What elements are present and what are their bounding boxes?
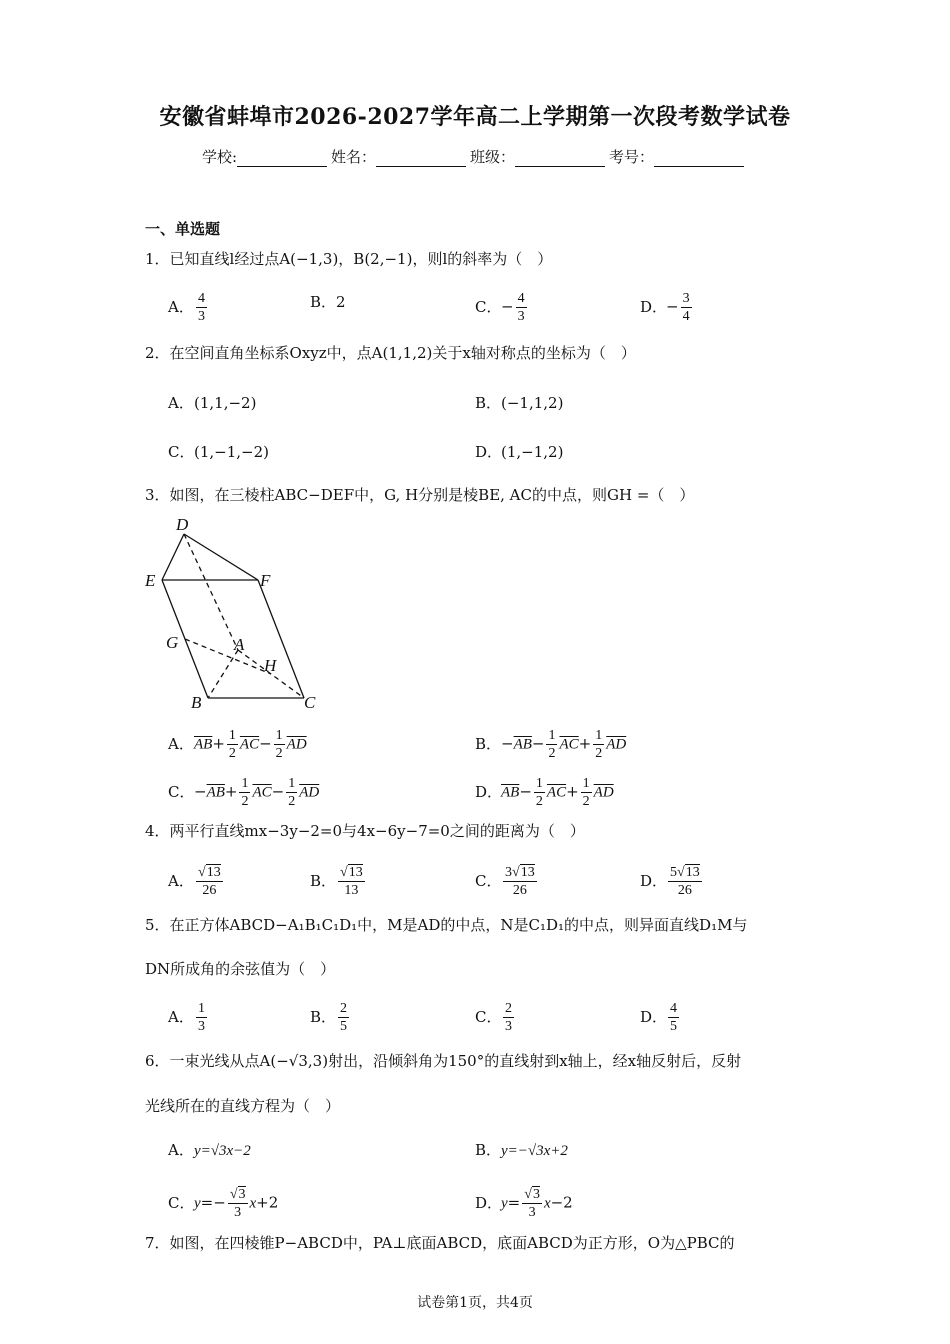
q3-option-c[interactable]: C．$-\overline{AB}+$ $\frac{1}{2}$ $\overline{AC}-$ $\frac{1}{2}$ $\overline{AD}$ <box>168 776 320 809</box>
option-label: A． <box>168 394 194 412</box>
q6-option-d[interactable]: D．y= $\frac{√3}{3}$ x−2 <box>475 1187 573 1220</box>
question-number: 2． <box>145 344 170 362</box>
option-value: (−1,1,2) <box>501 394 564 412</box>
question-text: 已知直线l经过点A(−1,3)，B(2,−1)，则l的斜率为（ ） <box>169 250 553 268</box>
option-value: 2 <box>336 293 346 311</box>
figure-label: G <box>166 633 179 652</box>
option-label: D． <box>475 443 503 461</box>
option-label: C． <box>475 1007 502 1026</box>
figure-label: B <box>191 693 202 712</box>
option-value: (1,−1,−2) <box>194 443 270 461</box>
option-label: D． <box>640 297 668 316</box>
option-label: D． <box>475 1193 503 1212</box>
q2-option-c[interactable] <box>168 440 269 464</box>
question-6-continued <box>145 1094 810 1118</box>
q4-option-c[interactable]: C． $\frac{3√13}{26}$ <box>475 865 535 898</box>
question-7 <box>145 1231 810 1255</box>
option-label: B． <box>310 293 337 311</box>
question-text: 如图，在三棱柱ABC−DEF中，G, H分别是棱BE, AC的中点，则GH =（ ） <box>169 486 695 504</box>
option-label: C． <box>168 1193 195 1212</box>
school-blank[interactable] <box>237 152 327 167</box>
page-footer: 试卷第1页，共4页 <box>417 1295 533 1311</box>
q4-option-a[interactable]: A． $\frac{√13}{26}$ <box>168 865 221 898</box>
option-value: (1,1,−2) <box>194 394 257 412</box>
q5-option-c[interactable]: C． $\frac{2}{3}$ <box>475 1001 512 1034</box>
q2-option-b[interactable] <box>475 391 563 415</box>
q6-option-a[interactable] <box>168 1138 251 1163</box>
figure-label: D <box>176 515 189 534</box>
q3-option-b[interactable]: B．$-\overline{AB}-$ $\frac{1}{2}$ $\overline{AC}+$ $\frac{1}{2}$ $\overline{AD}$ <box>475 728 627 761</box>
question-number: 1． <box>145 250 170 268</box>
option-label: C． <box>168 443 195 461</box>
q5-option-b[interactable]: B． $\frac{2}{5}$ <box>310 1001 347 1034</box>
name-label: 姓名： <box>331 148 377 166</box>
question-text: 两平行直线mx−3y−2=0与4x−6y−7=0之间的距离为（ ） <box>169 822 585 840</box>
question-3 <box>145 483 810 507</box>
question-4 <box>145 819 810 843</box>
q6-option-b[interactable] <box>475 1138 568 1163</box>
q5-option-a[interactable]: A． $\frac{1}{3}$ <box>168 1001 205 1034</box>
question-text: 在正方体ABCD−A₁B₁C₁D₁中，M是AD的中点，N是C₁D₁的中点，则异面直线D₁M与 <box>169 916 748 934</box>
option-value: y=−√3x+2 <box>501 1143 568 1159</box>
option-label: C． <box>475 297 502 316</box>
school-label: 学校: <box>201 148 237 166</box>
figure-label: A <box>234 635 245 654</box>
exam-title: 安徽省蚌埠市2026-2027学年高二上学期第一次段考数学试卷 <box>159 104 791 130</box>
option-label: B． <box>310 871 337 890</box>
question-text: DN所成角的余弦值为（ ） <box>145 960 336 978</box>
q3-option-d[interactable]: D．$\overline{AB}-$ $\frac{1}{2}$ $\overline{AC}+$ $\frac{1}{2}$ $\overline{AD}$ <box>475 776 614 809</box>
option-label: B． <box>475 734 502 753</box>
figure-label: C <box>304 693 316 712</box>
question-2 <box>145 341 810 365</box>
question-5 <box>145 913 810 937</box>
option-label: C． <box>168 782 195 801</box>
q1-option-c[interactable]: C．− $\frac{4}{3}$ <box>475 291 525 324</box>
question-text: 在空间直角坐标系Oxyz中，点A(1,1,2)关于x轴对称点的坐标为（ ） <box>169 344 636 362</box>
question-text: 如图，在四棱锥P−ABCD中，PA⊥底面ABCD，底面ABCD为正方形，O为△PBC的 <box>169 1234 735 1252</box>
section-title: 一、单选题 <box>145 220 221 238</box>
option-label: A． <box>168 297 194 316</box>
option-label: A． <box>168 1141 194 1159</box>
q2-option-d[interactable] <box>475 440 563 464</box>
number-label: 考号： <box>609 148 655 166</box>
question-5-continued <box>145 957 810 981</box>
figure-label: F <box>260 571 271 590</box>
question-text: 光线所在的直线方程为（ ） <box>145 1097 341 1115</box>
q3-option-a[interactable]: A．$\overline{AB}+$ $\frac{1}{2}$ $\overline{AC}-$ $\frac{1}{2}$ $\overline{AD}$ <box>168 728 307 761</box>
question-number: 4． <box>145 822 170 840</box>
option-value: (1,−1,2) <box>501 443 564 461</box>
option-label: A． <box>168 1007 194 1026</box>
q1-option-a[interactable]: A． $\frac{4}{3}$ <box>168 291 205 324</box>
option-label: D． <box>640 871 668 890</box>
question-text: 一束光线从点A(−√3,3)射出，沿倾斜角为150°的直线射到x轴上，经x轴反射后，反射 <box>169 1052 742 1070</box>
figure-label: E <box>145 571 156 590</box>
option-label: C． <box>475 871 502 890</box>
option-label: B． <box>310 1007 337 1026</box>
class-blank[interactable] <box>515 152 605 167</box>
q1-option-d[interactable]: D．− $\frac{3}{4}$ <box>640 291 690 324</box>
option-label: D． <box>640 1007 668 1026</box>
question-number: 7． <box>145 1234 170 1252</box>
prism-figure <box>140 512 330 712</box>
option-label: A． <box>168 871 194 890</box>
option-label: A． <box>168 734 194 753</box>
question-number: 3． <box>145 486 170 504</box>
name-blank[interactable] <box>376 152 466 167</box>
figure-label: H <box>264 656 277 675</box>
question-number: 6． <box>145 1052 170 1070</box>
student-info-line <box>0 146 950 167</box>
question-1 <box>145 247 810 271</box>
q4-option-d[interactable]: D． $\frac{5√13}{26}$ <box>640 865 700 898</box>
option-label: D． <box>475 782 503 801</box>
question-number: 5． <box>145 916 170 934</box>
q5-option-d[interactable]: D． $\frac{4}{5}$ <box>640 1001 677 1034</box>
class-label: 班级： <box>470 148 516 166</box>
option-value: y=√3x−2 <box>194 1143 251 1159</box>
option-label: B． <box>475 394 502 412</box>
number-blank[interactable] <box>654 152 744 167</box>
q6-option-c[interactable]: C．y=− $\frac{√3}{3}$ x+2 <box>168 1187 279 1220</box>
q2-option-a[interactable] <box>168 391 256 415</box>
question-6 <box>145 1049 810 1073</box>
q4-option-b[interactable]: B． $\frac{√13}{13}$ <box>310 865 363 898</box>
q1-option-b[interactable] <box>310 290 346 314</box>
option-label: B． <box>475 1141 502 1159</box>
